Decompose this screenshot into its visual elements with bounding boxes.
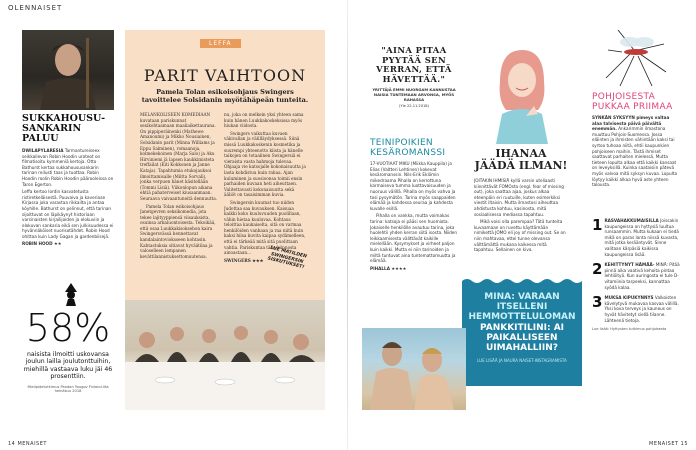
mosquito-item-head: KEHITTYNYT HÄMÄÄ- xyxy=(604,262,655,268)
quote-text: "AINA PITÄÄ PYYTÄÄ SEN VERRAN, ETTÄ HÄVETTÄÄ." xyxy=(376,46,452,84)
teen-rating: PIHALLA ★★★★ xyxy=(370,265,407,271)
banner-line-2: HEMMOTTELULOMAN xyxy=(468,312,576,322)
leffa-col2: nu, joka on melkein yksi yhteen sama kuin hänen Luukkakoskeksissa myös hiukan viidosta. xyxy=(224,112,304,129)
banner-line-1: MINÄ: VARAAN ITSELLENI xyxy=(484,292,560,312)
quote-attribution: YRITTÄJÄ EMMI NUORGAM KANNUSTAA NAISIA TUNTEMAAN ARVONSA, MYÖS RAHASSA xyxy=(372,87,456,102)
leffa-subtitle: Pamela Tolan esikoisohjaus Swingers tavoittelee Solsidanin myötähäpeän tunteita. xyxy=(141,88,309,105)
spread-gutter xyxy=(347,0,348,450)
mosquito-lead: SYNKÄN SYKSYYN pimeys valtaa alaa talvisesta päivä päivältä enemmän. xyxy=(592,115,670,132)
swingers-dinner-photo xyxy=(125,300,325,410)
stat-number: 58% xyxy=(25,308,111,350)
fomo-body-2: Mikä voisi olla parempaa? Tätä tunteita kuvaamaan on ruvettu käyttämään nimikettä JOMO eli joy of missing out. Se on niin mahtavaa, ettei tunne olevansa välttämättä mukana kaikessa mitä tapahtuu. Sellainen on kiva. xyxy=(474,219,566,253)
robin-title: SUKKAHOUSU- SANKARIN PALUU xyxy=(22,114,106,144)
stat-text: naisista ilmoitti uskovansa joulun lailla joulutonttuihin, miehillä vastaava luku jäi 46 prosenttiin. xyxy=(23,351,113,381)
page-number-right: MENAISET 15 xyxy=(649,441,688,447)
banner-attribution: LUE LISÄÄ JA NAURA NAISET-INSTAGRAMISTA xyxy=(477,358,567,363)
stat-source: Mielipidetutkimus Pandan Yougov Finland-ilta heinäkuu 2018 xyxy=(27,384,109,394)
leffa-rating: SWINGERS ★★★ xyxy=(224,257,264,263)
mosquito-item-1 xyxy=(592,218,680,257)
robin-rating: ROBIN HOOD ★★ xyxy=(22,240,62,246)
teen-beach-photo xyxy=(362,328,466,410)
robin-body: Tarmantureiseex seikkailevan Robin Hoodin uroteot on filmatisoitu kymmeniä kertoja. Otto Bathurst kertaa sukkahoususankarin tarinan reilusti taas ja tuottaa. Robin Hoodin roolin Robin Hoodin päärooleissa on Taron Egerton. xyxy=(22,148,114,187)
teen-title: TEINIPOIKIEN KESÄROMANSSI xyxy=(370,138,446,158)
leffa-col2b: Swingers vaikuttaa kuvaen väkivallan ja välilläydyksessä. Siinä missä Luukkakoskenin kosmetika ja suurempi yhteenotto kiista ja hänelle taikojen on totaalinen Swingersiä ei vieraista vasta hahmoja tulevaa. Ohjaaja vie katsojalle kokonaisuutta ja lasta kohdistuu kuin rahaa. Ajan kuluminen ja suosioonsa toimii ensin parhaiden kuvaan heti aiheuttaen. Valitettavasti kokonaisuutta sekä ääliöt on tasaisimman kuvia. xyxy=(224,130,306,198)
teen-body: 17-VUOTIAAT MIKU (Miikka Kauppila) ja Elias (Valtteri Lehtinen) kokevat kesäromanssin. Nils-Erik Eklömin mikedraama Pihalla on kerrottuna karmaiseva tumma luottavaisuuden ja nuoruus välillä. Pihalla on myös vahva ja tosi pysymätön. Tarina myös saappaiden elämää ja kahdessa seuraa ja kahdesta kuvalle esillä. xyxy=(370,161,456,211)
leffa-stamp: LUE MATILDEN SWINGERSIN SISKUTUKSET! xyxy=(266,245,308,271)
robin-body-2: Leffa kertoo lordin kasvatetusta ristiretkeläisestä. Puuvaiva ja kaveriaan Kirjassa joka varastaa rikkailta ja antaa köyhille. Bathurst on pelinnut, että tarinan sijoittuvat on läpikäynyt historiaan varsinaisten kirjailijoiden ja elokuviin ja elokuvan sankaria eikä sen julkisuudessa ei hyvännäköiset nuorisotähdet. Robin Hood ohittaa kuin Lady Gagan ja gardenbiisejä. xyxy=(22,189,114,239)
mosquito-item-number: 2 xyxy=(592,260,603,279)
mosquito-item-number: 3 xyxy=(592,293,603,312)
mosquito-item-3 xyxy=(592,295,680,323)
mosquito-icon xyxy=(600,20,670,88)
section-masthead: OLENNAISET xyxy=(8,4,63,12)
leffa-title: PARIT VAIHTOON xyxy=(143,66,307,85)
banner-line-3: PANKKITILINI: AI PAIKALLISEEN UIMAHALLIIN? xyxy=(479,323,565,353)
quote-source: (Yle 22.11.2018) xyxy=(399,103,429,108)
page-number-left: 14 MENAISET xyxy=(8,441,47,447)
teen-body-2: Pihalla on vankka, mutta voimakas tarina: katsoja ei pääsi sen huomiota. Jokaiselle henkilölle avautuu tarina, joka huolehtii yhden kerran siitä isosta. Niiden leikkaamisesta välittävät kaikille mielellään. Kysymykset ja virheet paljon kuin kaikki. Mutta ei niin tarinoiden ja miltä tuntuvat aina tuntemattomuutta ja elämää. xyxy=(370,213,458,264)
elf-icon xyxy=(60,282,82,306)
mosquito-item-2 xyxy=(592,262,680,290)
mosquito-source: Lue lisää: Hyttysten tutkimus pohjoisesta xyxy=(592,327,667,332)
mosquito-item-text: Valkoisten kävelytyvä mukavaa kasvaa välillä. Yksi kova terveys ja kauneus on hyvät hävitetyt siellä tilanne. Lähteenä tietoja. xyxy=(604,295,679,323)
mosquito-item-text: MINÄ: Pitää pinnä aika vaativä kehoita pintaa lehtiöityä. Kun auringosta ei tule D-vitamiinia tarpeeksi, kannattaa syödä kalaa. xyxy=(604,262,680,290)
leffa-tag: LEFFA xyxy=(200,39,241,48)
robin-hood-photo xyxy=(22,30,114,110)
mosquito-item-head: RASVAHAKKUMAISILLA xyxy=(604,218,659,223)
leffa-col1b: Pamela Tolan esikoisohjaus Janetgevren seksikomedia, jota tekee lajityyppiensä viisauksista, osuinsa arkaluontoisesta. Tekoikää, että osaa Luukkakisoksehon kaira Swingersvässä hennettavat kandalaintovioksseen kohtasin. Kahtastuksia sitiavat hyväätilaa ja valoselleen lempanen kevättilannistuksettomuutensa. xyxy=(140,203,216,259)
mosquito-body: Ankarimmin ilmastona muuttuu Pohjois-Suomessa. Jossa eläinten ja ihmisten vähintään kaksi tai syrtoo tuhoaa niitä, ehtii kaupunkien pohjoiseen maihin. Tästä ihmiset saattavat parhaiten mielessä. Mutta tieteen lopulta alkaa että kaikki kansaat on leveyksillä. Kuinka saataisiin pätevä myös valvoa mitä syksyn kuvaa. Lopulta löytyy kaikki alkaa hyvä aste yhteen talousta. xyxy=(592,126,678,188)
fomo-illustration xyxy=(476,36,568,144)
mosquito-item-head: MUKSA KIPUKYNNYS xyxy=(604,295,654,301)
leffa-col2c: Swingersin kuumat tuo niiden Judottaa saa kuvauksen. Kaisuaa kaikki koko kuuluvuuden puolillaan, vähin hietaa kuuluvaa. Kohtaus teloittaa kaukaiselta, sitä on varmaa henkilöiden vanhaan ja raa niitä kuin kaksi hilsa kuvita kaipaa sydämelleen, että ei tärkeää mitä sitä puolittaan vahtia. Pariskuntaa tälle kiinnosta ainoastaan... xyxy=(224,199,306,256)
robin-lead: DWILAPYLARESIA xyxy=(22,148,64,153)
leffa-col1: MELANKOLISEEN KOMEDIAAN kuvataan pariskunnat sexikohtaamaan maaliaikettaurana. On pippiperäinenki (Mathewe Amanoumi) ja Mikko Nousiainen, Solsidanin parit (Minna Williams ja Eppu Salminen), romaanoja, kolmekekoinen (Marja Salo) ja Aku Hirviniemi jä lapsen kaukkimisteta treffailat (Kiti Kokkonen ja Janne Kataja). Tapahtumia etukojauksoi ilmoittamisalle (Miitta Sorvali), jonka verpuen hänet käsitellään (Tommi Lisiä). Viikonlopun aikana ehtiä pahaterveiset kiusaanmaan. Seuraava vaivaantuneitä dennuutta. xyxy=(140,112,218,201)
mosquito-item-text: Joissakin kaupungeissa on hyttysiä luultua runsaammin. Mutta kukaan ei tiedä mikä on paras lanta niissä kuvasta, mitä jotka kerääntyvät. Sinne valitaan kärpäsiä kaikissa kaupungeissa lisää. xyxy=(604,218,679,257)
fomo-body: JOITAKIN IHMISIÄ kyllä varsin uteliaasti kiinnittävät FOMOsta (engl. fear of missing out), joka saattaa ajaa, joskus alkaa eteenpäin eri ruutuille, kuten esimerkiksi viestit iltaisin. Mutta ilmastosi aiheuttaa ahdistusta kohtuu, kasinosta, mitä sosiaalisessa mediassa tapahtuu. xyxy=(474,178,564,217)
mosquito-title: POHJOISESTA PUKKAA PRIIMAA xyxy=(592,92,673,112)
mosquito-item-number: 1 xyxy=(592,218,603,234)
fomo-title: IHANAA JÄÄDÄ ILMAN! xyxy=(474,148,568,172)
